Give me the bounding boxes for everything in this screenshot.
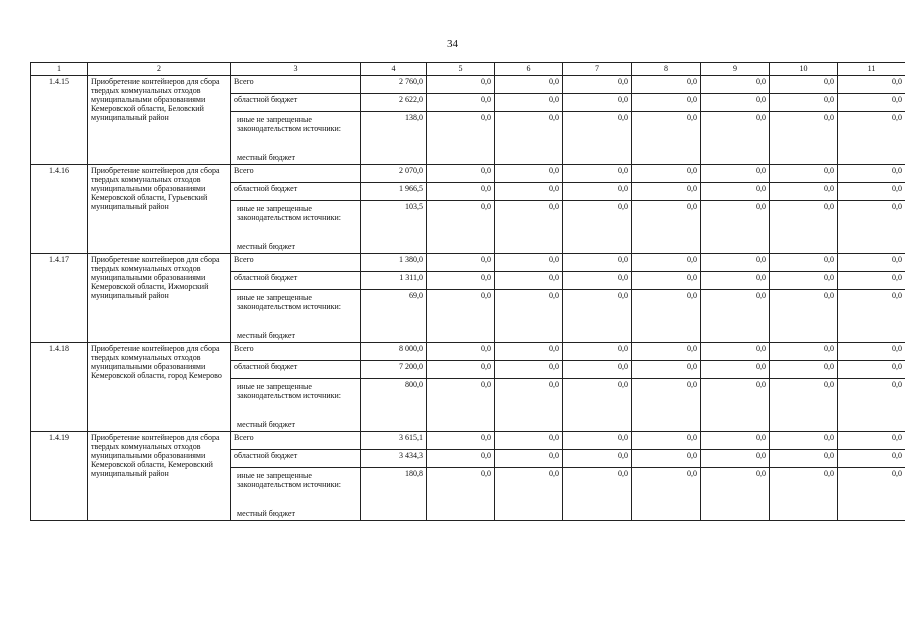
source-total-label: Всего [231, 432, 361, 450]
regional-value: 0,0 [427, 361, 495, 379]
regional-value: 0,0 [632, 272, 701, 290]
total-value: 0,0 [770, 343, 838, 361]
total-value: 0,0 [563, 165, 632, 183]
regional-value: 0,0 [701, 183, 770, 201]
local-value: 0,0 [701, 112, 770, 165]
total-value: 0,0 [427, 432, 495, 450]
local-value: 103,5 [361, 201, 427, 254]
column-number: 7 [563, 63, 632, 76]
source-other-cell [231, 468, 361, 521]
total-value: 0,0 [701, 254, 770, 272]
regional-value: 0,0 [838, 272, 905, 290]
column-number: 5 [427, 63, 495, 76]
total-value: 0,0 [838, 76, 905, 94]
measure-code: 1.4.19 [31, 432, 88, 521]
local-value: 0,0 [427, 201, 495, 254]
source-other-label: иные не запрещенные законодательством источники: [237, 293, 342, 311]
total-value: 8 000,0 [361, 343, 427, 361]
source-total-label: Всего [231, 254, 361, 272]
regional-value: 0,0 [632, 361, 701, 379]
regional-value: 0,0 [632, 183, 701, 201]
total-value: 0,0 [838, 254, 905, 272]
local-value: 0,0 [563, 379, 632, 432]
source-total-label: Всего [231, 165, 361, 183]
local-value: 0,0 [495, 112, 563, 165]
total-value: 0,0 [701, 343, 770, 361]
local-value: 0,0 [701, 468, 770, 521]
source-regional-label: областной бюджет [231, 94, 361, 112]
measure-name: Приобретение контейнеров для сбора твердых коммунальных отходов муниципальными образованиями Кемеровской области, город Кемерово [88, 343, 231, 432]
regional-value: 7 200,0 [361, 361, 427, 379]
total-value: 0,0 [632, 343, 701, 361]
local-value: 0,0 [563, 112, 632, 165]
source-total-label: Всего [231, 76, 361, 94]
table-row-total [31, 343, 905, 361]
total-value: 0,0 [838, 165, 905, 183]
local-value: 0,0 [427, 112, 495, 165]
regional-value: 3 434,3 [361, 450, 427, 468]
regional-value: 0,0 [632, 450, 701, 468]
local-value: 0,0 [838, 201, 905, 254]
total-value: 0,0 [563, 76, 632, 94]
source-other-label: иные не запрещенные законодательством источники: [237, 115, 342, 133]
measure-code: 1.4.16 [31, 165, 88, 254]
regional-value: 0,0 [427, 272, 495, 290]
measure-name: Приобретение контейнеров для сбора твердых коммунальных отходов муниципальными образованиями Кемеровской области, Гурьевский муниципальный район [88, 165, 231, 254]
column-number: 6 [495, 63, 563, 76]
local-value: 0,0 [838, 112, 905, 165]
local-value: 800,0 [361, 379, 427, 432]
local-value: 0,0 [632, 379, 701, 432]
regional-value: 0,0 [770, 450, 838, 468]
page-number: 34 [447, 38, 458, 50]
total-value: 0,0 [563, 432, 632, 450]
source-total-label: Всего [231, 343, 361, 361]
total-value: 0,0 [770, 165, 838, 183]
source-other-cell [231, 379, 361, 432]
local-value: 0,0 [632, 112, 701, 165]
table-row-total [31, 76, 905, 94]
total-value: 0,0 [495, 165, 563, 183]
regional-value: 1 966,5 [361, 183, 427, 201]
total-value: 0,0 [701, 76, 770, 94]
budget-table [30, 62, 905, 521]
local-value: 180,8 [361, 468, 427, 521]
total-value: 0,0 [770, 76, 838, 94]
total-value: 0,0 [632, 254, 701, 272]
source-local-label: местный бюджет [237, 242, 295, 251]
total-value: 0,0 [632, 76, 701, 94]
total-value: 0,0 [427, 254, 495, 272]
local-value: 0,0 [838, 379, 905, 432]
regional-value: 0,0 [563, 272, 632, 290]
total-value: 3 615,1 [361, 432, 427, 450]
local-value: 0,0 [563, 290, 632, 343]
local-value: 0,0 [495, 468, 563, 521]
total-value: 2 760,0 [361, 76, 427, 94]
local-value: 0,0 [427, 379, 495, 432]
local-value: 0,0 [632, 468, 701, 521]
measure-name: Приобретение контейнеров для сбора твердых коммунальных отходов муниципальными образованиями Кемеровской области, Кемеровский муниципальный район [88, 432, 231, 521]
regional-value: 0,0 [495, 272, 563, 290]
column-number: 10 [770, 63, 838, 76]
local-value: 0,0 [495, 290, 563, 343]
local-value: 0,0 [701, 290, 770, 343]
total-value: 0,0 [770, 432, 838, 450]
table-row-total [31, 432, 905, 450]
total-value: 0,0 [495, 343, 563, 361]
regional-value: 0,0 [563, 450, 632, 468]
total-value: 0,0 [495, 254, 563, 272]
regional-value: 0,0 [563, 183, 632, 201]
column-number: 8 [632, 63, 701, 76]
total-value: 0,0 [427, 165, 495, 183]
total-value: 2 070,0 [361, 165, 427, 183]
local-value: 0,0 [770, 468, 838, 521]
total-value: 0,0 [495, 432, 563, 450]
regional-value: 0,0 [495, 183, 563, 201]
total-value: 0,0 [427, 76, 495, 94]
total-value: 0,0 [563, 343, 632, 361]
source-other-label: иные не запрещенные законодательством источники: [237, 382, 342, 400]
regional-value: 0,0 [838, 361, 905, 379]
total-value: 0,0 [701, 432, 770, 450]
source-regional-label: областной бюджет [231, 361, 361, 379]
regional-value: 0,0 [495, 94, 563, 112]
regional-value: 2 622,0 [361, 94, 427, 112]
local-value: 0,0 [701, 379, 770, 432]
source-local-label: местный бюджет [237, 331, 295, 340]
local-value: 0,0 [495, 379, 563, 432]
total-value: 0,0 [632, 432, 701, 450]
regional-value: 0,0 [838, 183, 905, 201]
source-other-cell [231, 290, 361, 343]
column-number: 2 [88, 63, 231, 76]
regional-value: 0,0 [495, 361, 563, 379]
source-local-label: местный бюджет [237, 509, 295, 518]
local-value: 0,0 [427, 290, 495, 343]
local-value: 0,0 [563, 468, 632, 521]
source-local-label: местный бюджет [237, 420, 295, 429]
regional-value: 0,0 [770, 94, 838, 112]
regional-value: 0,0 [632, 94, 701, 112]
regional-value: 0,0 [701, 361, 770, 379]
total-value: 0,0 [495, 76, 563, 94]
local-value: 0,0 [770, 379, 838, 432]
local-value: 0,0 [838, 468, 905, 521]
local-value: 0,0 [495, 201, 563, 254]
total-value: 0,0 [838, 432, 905, 450]
source-other-label: иные не запрещенные законодательством источники: [237, 471, 342, 489]
measure-name: Приобретение контейнеров для сбора твердых коммунальных отходов муниципальными образованиями Кемеровской области, Беловский муниципальный район [88, 76, 231, 165]
local-value: 0,0 [632, 201, 701, 254]
table-row-total [31, 165, 905, 183]
column-number: 11 [838, 63, 905, 76]
total-value: 0,0 [563, 254, 632, 272]
regional-value: 0,0 [770, 183, 838, 201]
local-value: 0,0 [701, 201, 770, 254]
column-number-row [31, 63, 905, 76]
total-value: 1 380,0 [361, 254, 427, 272]
column-number: 1 [31, 63, 88, 76]
measure-code: 1.4.17 [31, 254, 88, 343]
measure-code: 1.4.18 [31, 343, 88, 432]
total-value: 0,0 [770, 254, 838, 272]
regional-value: 0,0 [838, 450, 905, 468]
regional-value: 0,0 [563, 361, 632, 379]
measure-name: Приобретение контейнеров для сбора твердых коммунальных отходов муниципальными образованиями Кемеровской области, Ижморский муниципальный район [88, 254, 231, 343]
column-number: 4 [361, 63, 427, 76]
measure-code: 1.4.15 [31, 76, 88, 165]
source-other-label: иные не запрещенные законодательством источники: [237, 204, 342, 222]
regional-value: 0,0 [563, 94, 632, 112]
regional-value: 0,0 [701, 450, 770, 468]
source-local-label: местный бюджет [237, 153, 295, 162]
local-value: 0,0 [838, 290, 905, 343]
local-value: 69,0 [361, 290, 427, 343]
regional-value: 0,0 [770, 272, 838, 290]
total-value: 0,0 [632, 165, 701, 183]
column-number: 9 [701, 63, 770, 76]
column-number: 3 [231, 63, 361, 76]
regional-value: 0,0 [701, 94, 770, 112]
local-value: 0,0 [427, 468, 495, 521]
total-value: 0,0 [701, 165, 770, 183]
regional-value: 0,0 [838, 94, 905, 112]
local-value: 0,0 [632, 290, 701, 343]
regional-value: 0,0 [770, 361, 838, 379]
table-body [31, 63, 905, 521]
source-regional-label: областной бюджет [231, 183, 361, 201]
local-value: 0,0 [770, 290, 838, 343]
regional-value: 0,0 [495, 450, 563, 468]
regional-value: 0,0 [427, 183, 495, 201]
source-other-cell [231, 201, 361, 254]
total-value: 0,0 [427, 343, 495, 361]
table-row-total [31, 254, 905, 272]
source-regional-label: областной бюджет [231, 450, 361, 468]
local-value: 0,0 [770, 112, 838, 165]
regional-value: 0,0 [427, 94, 495, 112]
regional-value: 1 311,0 [361, 272, 427, 290]
local-value: 0,0 [770, 201, 838, 254]
source-other-cell [231, 112, 361, 165]
regional-value: 0,0 [427, 450, 495, 468]
local-value: 138,0 [361, 112, 427, 165]
regional-value: 0,0 [701, 272, 770, 290]
total-value: 0,0 [838, 343, 905, 361]
local-value: 0,0 [563, 201, 632, 254]
source-regional-label: областной бюджет [231, 272, 361, 290]
